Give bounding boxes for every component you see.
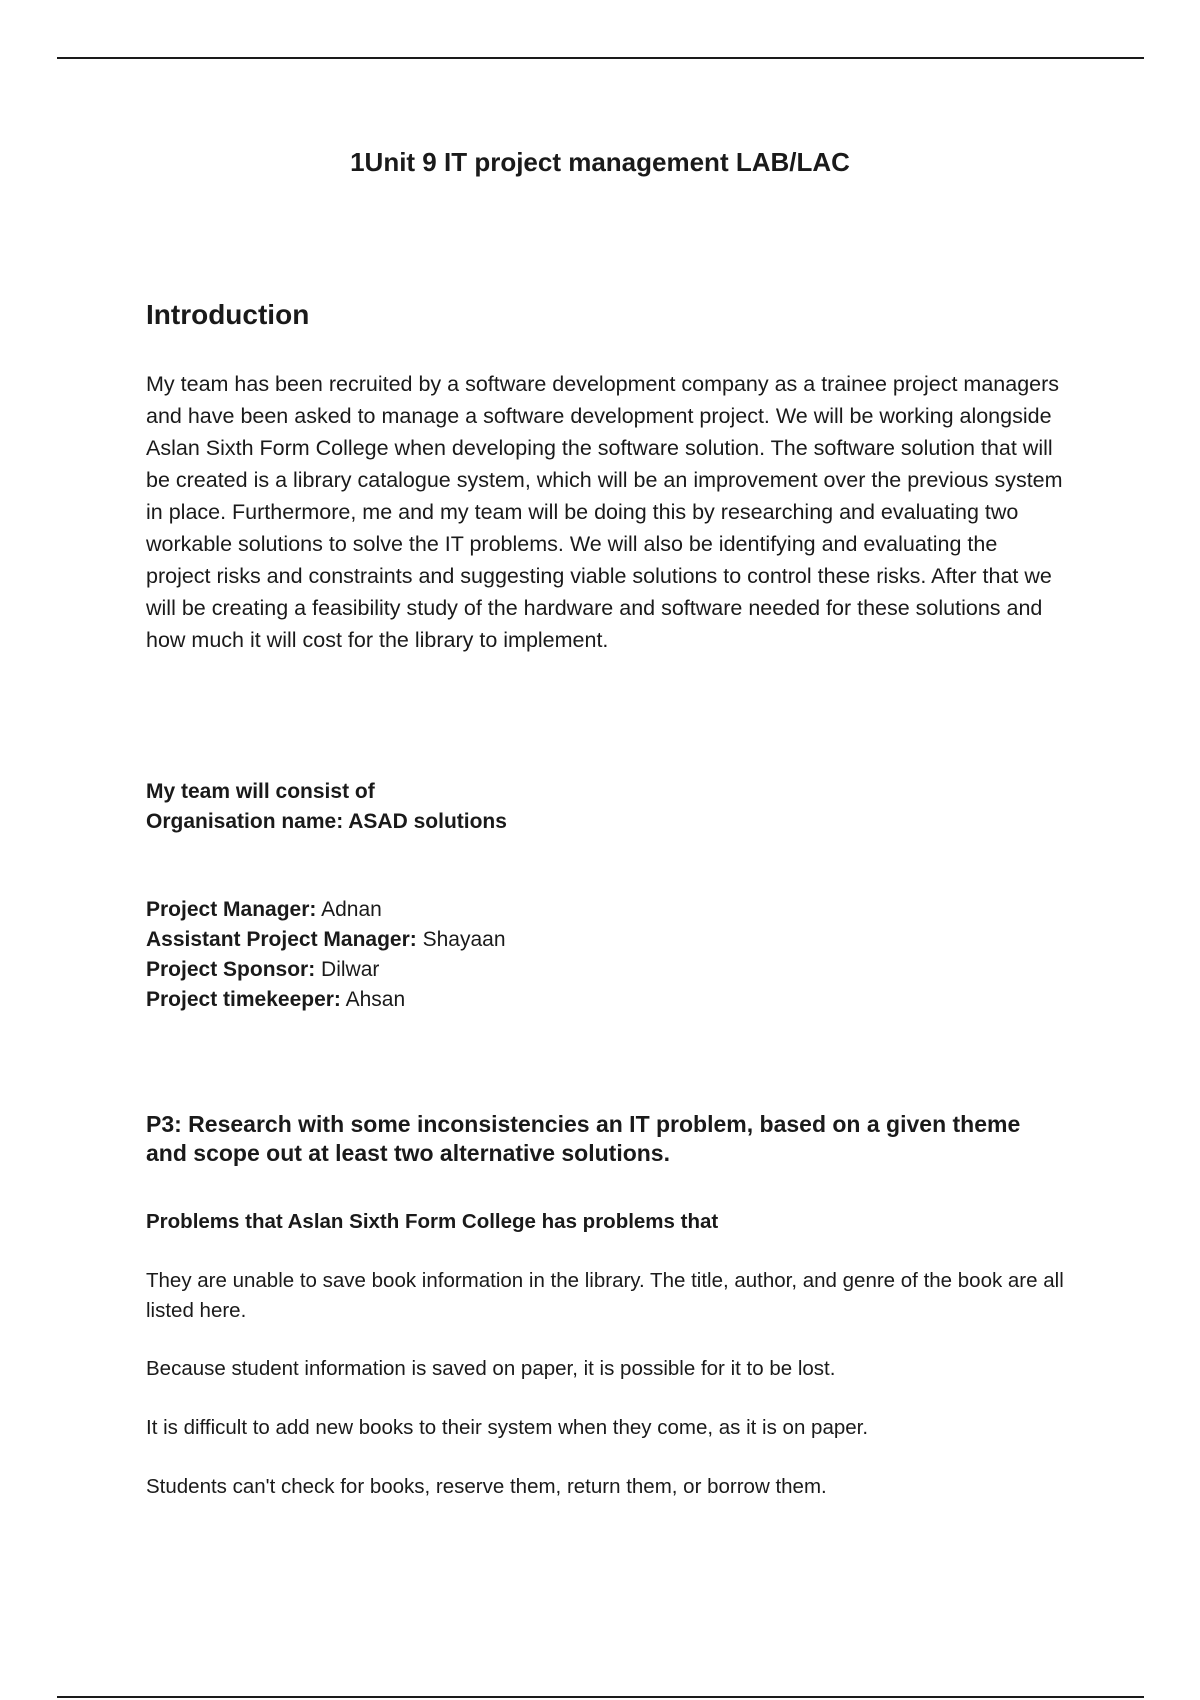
introduction-paragraph: My team has been recruited by a software development company as a trainee project managers and have been asked to manage a software development project. We will be working alongside Aslan Sixth Form College when developing the software solution. The software solution that will be created is a library catalogue system, which will be an improvement over the previous system in place. Furthermore, me and my team will be doing this by researching and evaluating two workable solutions to solve the IT problems. We will also be identifying and evaluating the project risks and constraints and suggesting viable solutions to control these risks. After that we will be creating a feasibility study of the hardware and software needed for these solutions and how much it will cost for the library to implement.	[146, 372, 1063, 652]
team-roles-list	[146, 895, 1066, 1015]
document-title: 1Unit 9 IT project management LAB/LAC	[350, 147, 850, 177]
role-label: Project Sponsor:	[146, 958, 316, 981]
problem-item: They are unable to save book information in the library. The title, author, and genre of the book are all listed here.	[146, 1269, 1064, 1322]
introduction-heading: Introduction	[146, 299, 310, 330]
role-person-name: Ahsan	[345, 988, 406, 1011]
role-assistant-project-manager	[146, 925, 1066, 955]
team-info	[146, 777, 1066, 837]
p3-heading: P3: Research with some inconsistencies an IT problem, based on a given theme and scope out at least two alternative solutions.	[146, 1111, 1021, 1166]
team-consist-line: My team will consist of	[146, 780, 375, 803]
role-person-name: Shayaan	[422, 928, 506, 951]
problems-heading: Problems that Aslan Sixth Form College has problems that	[146, 1210, 719, 1233]
role-label: Project timekeeper:	[146, 988, 341, 1011]
organisation-name-line: Organisation name: ASAD solutions	[146, 810, 507, 833]
bottom-divider	[57, 1696, 1144, 1698]
role-project-timekeeper	[146, 985, 1066, 1015]
role-label: Project Manager:	[146, 898, 317, 921]
role-label: Assistant Project Manager:	[146, 928, 417, 951]
top-divider	[57, 57, 1144, 59]
problem-item: Students can't check for books, reserve them, return them, or borrow them.	[146, 1475, 827, 1498]
problem-item: It is difficult to add new books to their system when they come, as it is on paper.	[146, 1416, 869, 1439]
role-person-name: Adnan	[321, 898, 382, 921]
role-project-manager	[146, 895, 1066, 925]
problem-item: Because student information is saved on paper, it is possible for it to be lost.	[146, 1357, 836, 1380]
role-person-name: Dilwar	[321, 958, 380, 981]
role-project-sponsor	[146, 955, 1066, 985]
